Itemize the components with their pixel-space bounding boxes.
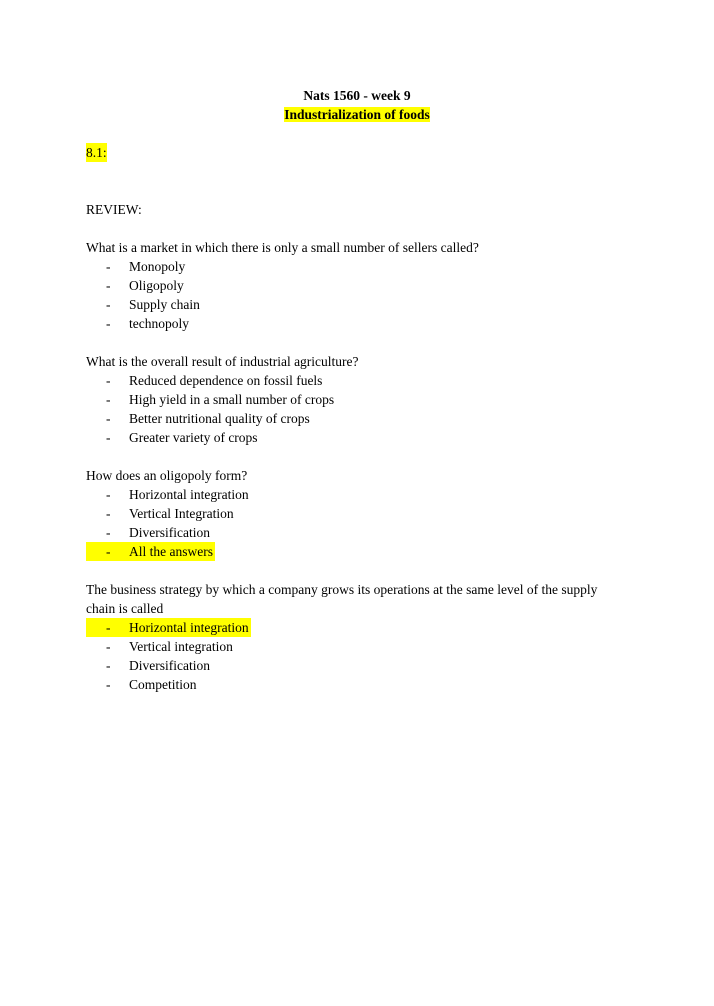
answer-item <box>86 428 626 447</box>
answer-item-highlighted <box>86 618 626 637</box>
answer-list <box>86 371 626 447</box>
question-3 <box>86 466 626 561</box>
answer-text: Diversification <box>129 525 210 540</box>
answer-text: Better nutritional quality of crops <box>129 411 310 426</box>
document-body <box>86 143 626 694</box>
answer-item <box>86 390 626 409</box>
answer-text: Competition <box>129 677 197 692</box>
answer-text: Diversification <box>129 658 210 673</box>
bullet-dash: - <box>106 430 111 445</box>
answer-item <box>86 637 626 656</box>
answer-item <box>86 523 626 542</box>
answer-text: Monopoly <box>129 259 186 274</box>
answer-text: Vertical Integration <box>129 506 234 521</box>
topic-title: Industrialization of foods <box>284 107 430 122</box>
section-heading <box>86 143 626 162</box>
bullet-dash: - <box>106 392 111 407</box>
answer-list <box>86 618 626 694</box>
question-4 <box>86 580 626 694</box>
bullet-dash: - <box>106 373 111 388</box>
question-text: The business strategy by which a company grows its operations at the same level of the supply chain is called <box>86 582 598 616</box>
answer-item-highlighted <box>86 542 626 561</box>
bullet-dash: - <box>106 506 111 521</box>
question-2 <box>86 352 626 447</box>
answer-list <box>86 257 626 333</box>
answer-text: All the answers <box>129 544 213 559</box>
bullet-dash: - <box>106 259 111 274</box>
answer-item <box>86 656 626 675</box>
answer-text: High yield in a small number of crops <box>129 392 335 407</box>
answer-text: Vertical integration <box>129 639 233 654</box>
bullet-dash: - <box>106 544 111 559</box>
answer-highlight <box>86 542 215 561</box>
bullet-dash: - <box>106 278 111 293</box>
answer-item <box>86 371 626 390</box>
answer-text: Horizontal integration <box>129 487 249 502</box>
answer-item <box>86 276 626 295</box>
answer-item <box>86 504 626 523</box>
answer-item <box>86 675 626 694</box>
answer-text: Horizontal integration <box>129 620 249 635</box>
answer-text: Greater variety of crops <box>129 430 258 445</box>
answer-text: technopoly <box>129 316 189 331</box>
bullet-dash: - <box>106 316 111 331</box>
answer-text: Oligopoly <box>129 278 184 293</box>
review-heading: REVIEW: <box>86 202 142 217</box>
answer-item <box>86 485 626 504</box>
question-text: What is a market in which there is only a small number of sellers called? <box>86 240 479 255</box>
bullet-dash: - <box>106 411 111 426</box>
answer-text: Reduced dependence on fossil fuels <box>129 373 323 388</box>
answer-text: Supply chain <box>129 297 200 312</box>
bullet-dash: - <box>106 658 111 673</box>
bullet-dash: - <box>106 487 111 502</box>
question-1 <box>86 238 626 333</box>
bullet-dash: - <box>106 525 111 540</box>
bullet-dash: - <box>106 620 111 635</box>
bullet-dash: - <box>106 639 111 654</box>
answer-item <box>86 295 626 314</box>
answer-item <box>86 257 626 276</box>
answer-highlight <box>86 618 251 637</box>
course-title: Nats 1560 - week 9 <box>303 88 411 103</box>
document-title <box>0 86 714 124</box>
question-text: How does an oligopoly form? <box>86 468 248 483</box>
bullet-dash: - <box>106 677 111 692</box>
answer-item <box>86 409 626 428</box>
section-label: 8.1: <box>86 145 107 160</box>
answer-item <box>86 314 626 333</box>
bullet-dash: - <box>106 297 111 312</box>
question-text: What is the overall result of industrial agriculture? <box>86 354 359 369</box>
answer-list <box>86 485 626 561</box>
